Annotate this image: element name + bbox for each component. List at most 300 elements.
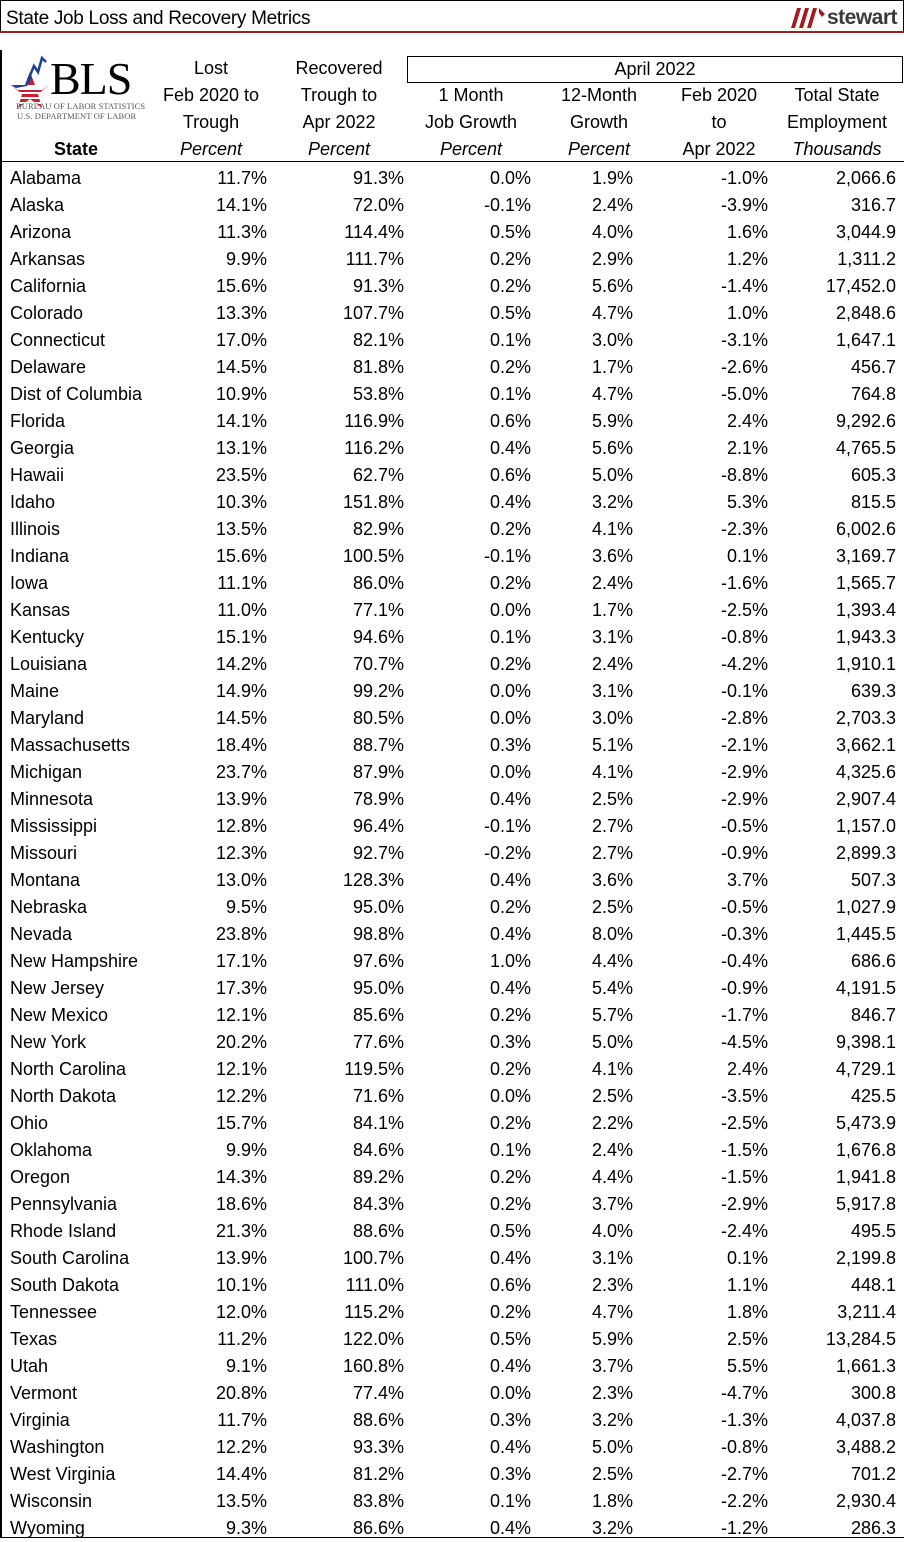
state-name: North Carolina — [10, 1059, 127, 1079]
feb2020-to-apr2022: -2.3% — [720, 519, 768, 539]
table-row — [0, 975, 904, 1002]
state-name: Nebraska — [10, 897, 88, 917]
lost-percent: 18.6% — [215, 1194, 267, 1214]
feb2020-to-apr2022: -2.6% — [720, 357, 768, 377]
total-employment: 639.3 — [850, 681, 896, 701]
twelve-month-growth: 2.4% — [591, 654, 633, 674]
header-unit: Percent — [179, 139, 243, 159]
feb2020-to-apr2022: -2.9% — [720, 789, 768, 809]
one-month-growth: 0.2% — [489, 276, 531, 296]
feb2020-to-apr2022: -0.3% — [720, 924, 768, 944]
recovered-percent: 84.3% — [352, 1194, 404, 1214]
header-lost — [150, 55, 272, 163]
twelve-month-growth: 2.4% — [591, 573, 633, 593]
recovered-percent: 71.6% — [352, 1086, 404, 1106]
state-name: Mississippi — [10, 816, 98, 836]
table-row — [0, 1434, 904, 1461]
recovered-percent: 96.4% — [352, 816, 404, 836]
state-name: North Dakota — [10, 1086, 117, 1106]
one-month-growth: 0.0% — [489, 600, 531, 620]
total-employment: 3,488.2 — [835, 1437, 896, 1457]
recovered-percent: 98.8% — [352, 924, 404, 944]
one-month-growth: 0.3% — [489, 1464, 531, 1484]
lost-percent: 21.3% — [215, 1221, 267, 1241]
state-name: New Jersey — [10, 978, 105, 998]
lost-percent: 13.5% — [215, 519, 267, 539]
recovered-percent: 83.8% — [352, 1491, 404, 1511]
lost-percent: 18.4% — [215, 735, 267, 755]
total-employment: 1,393.4 — [835, 600, 896, 620]
one-month-growth: 0.4% — [489, 1356, 531, 1376]
state-name: Vermont — [10, 1383, 78, 1403]
one-month-growth: 0.3% — [489, 1410, 531, 1430]
recovered-percent: 53.8% — [352, 384, 404, 404]
one-month-growth: 0.1% — [489, 330, 531, 350]
recovered-percent: 91.3% — [352, 168, 404, 188]
recovered-percent: 81.8% — [352, 357, 404, 377]
table-row — [0, 516, 904, 543]
bls-logo — [8, 52, 146, 122]
total-employment: 2,199.8 — [835, 1248, 896, 1268]
state-name: Montana — [10, 870, 81, 890]
state-name: West Virginia — [10, 1464, 116, 1484]
lost-percent: 10.3% — [215, 492, 267, 512]
total-employment: 4,729.1 — [835, 1059, 896, 1079]
recovered-percent: 116.9% — [344, 411, 404, 431]
state-name: Illinois — [10, 519, 61, 539]
one-month-growth: 1.0% — [489, 951, 531, 971]
total-employment: 2,899.3 — [835, 843, 896, 863]
feb2020-to-apr2022: -2.2% — [720, 1491, 768, 1511]
twelve-month-growth: 2.3% — [591, 1275, 633, 1295]
recovered-percent: 84.6% — [352, 1140, 404, 1160]
twelve-month-growth: 1.9% — [591, 168, 633, 188]
twelve-month-growth: 4.0% — [591, 1221, 633, 1241]
table-row — [0, 327, 904, 354]
recovered-percent: 77.1% — [352, 600, 404, 620]
total-employment: 4,325.6 — [835, 762, 896, 782]
total-employment: 1,565.7 — [835, 573, 896, 593]
state-name: Missouri — [10, 843, 78, 863]
one-month-growth: 0.5% — [489, 303, 531, 323]
header-line: Total State — [794, 85, 880, 105]
total-employment: 5,917.8 — [835, 1194, 896, 1214]
table-row — [0, 786, 904, 813]
table-row — [0, 597, 904, 624]
stewart-wordmark: stewart — [826, 6, 897, 29]
one-month-growth: 0.0% — [489, 1086, 531, 1106]
table-row — [0, 354, 904, 381]
feb2020-to-apr2022: -0.5% — [720, 897, 768, 917]
page-title: State Job Loss and Recovery Metrics — [6, 8, 311, 29]
twelve-month-growth: 3.1% — [591, 627, 633, 647]
twelve-month-growth: 4.7% — [591, 303, 633, 323]
total-employment: 300.8 — [850, 1383, 896, 1403]
lost-percent: 23.5% — [215, 465, 267, 485]
total-employment: 1,311.2 — [837, 249, 896, 269]
recovered-percent: 95.0% — [352, 978, 404, 998]
lost-percent: 9.9% — [225, 249, 267, 269]
table-row — [0, 219, 904, 246]
state-name: Hawaii — [10, 465, 65, 485]
table-row — [0, 1326, 904, 1353]
total-employment: 4,037.8 — [835, 1410, 896, 1430]
state-name: Kentucky — [10, 627, 85, 647]
total-employment: 9,292.6 — [835, 411, 896, 431]
table-row — [0, 651, 904, 678]
table-row — [0, 1461, 904, 1488]
recovered-percent: 99.2% — [352, 681, 404, 701]
one-month-growth: 0.2% — [489, 1167, 531, 1187]
one-month-growth: 0.5% — [489, 1329, 531, 1349]
total-employment: 17,452.0 — [825, 276, 896, 296]
table-row — [0, 1272, 904, 1299]
feb2020-to-apr2022: 2.1% — [726, 438, 768, 458]
lost-percent: 11.7% — [217, 168, 267, 188]
header-12-month — [538, 82, 660, 163]
table-row — [0, 246, 904, 273]
state-name: Nevada — [10, 924, 73, 944]
lost-percent: 23.8% — [215, 924, 267, 944]
one-month-growth: 0.2% — [489, 1005, 531, 1025]
table-row — [0, 1515, 904, 1542]
total-employment: 1,445.5 — [835, 924, 896, 944]
twelve-month-growth: 3.2% — [591, 1410, 633, 1430]
total-employment: 815.5 — [850, 492, 896, 512]
state-name: Alabama — [10, 168, 82, 188]
twelve-month-growth: 3.0% — [591, 330, 633, 350]
state-name: New Hampshire — [10, 951, 139, 971]
header-line: Apr 2022 — [302, 112, 376, 132]
title-bar — [0, 0, 904, 32]
state-name: Iowa — [10, 573, 49, 593]
feb2020-to-apr2022: -2.9% — [720, 762, 768, 782]
lost-percent: 12.0% — [215, 1302, 267, 1322]
twelve-month-growth: 2.5% — [591, 897, 633, 917]
recovered-percent: 111.0% — [345, 1275, 404, 1295]
lost-percent: 11.0% — [217, 600, 267, 620]
one-month-growth: 0.2% — [489, 897, 531, 917]
recovered-percent: 72.0% — [352, 195, 404, 215]
header-line: 12-Month — [560, 85, 638, 105]
lost-percent: 14.5% — [215, 708, 267, 728]
twelve-month-growth: 4.7% — [591, 384, 633, 404]
total-employment: 2,907.4 — [835, 789, 896, 809]
feb2020-to-apr2022: -8.8% — [720, 465, 768, 485]
table-row — [0, 894, 904, 921]
lost-percent: 20.8% — [215, 1383, 267, 1403]
state-name: Michigan — [10, 762, 83, 782]
recovered-percent: 77.4% — [352, 1383, 404, 1403]
feb2020-to-apr2022: -0.1% — [720, 681, 768, 701]
one-month-growth: 0.2% — [489, 357, 531, 377]
state-name: South Dakota — [10, 1275, 120, 1295]
lost-percent: 13.5% — [215, 1491, 267, 1511]
feb2020-to-apr2022: -0.9% — [720, 978, 768, 998]
total-employment: 1,676.8 — [835, 1140, 896, 1160]
recovered-percent: 160.8% — [342, 1356, 404, 1376]
one-month-growth: 0.2% — [489, 249, 531, 269]
state-name: Connecticut — [10, 330, 106, 350]
state-name: Ohio — [10, 1113, 49, 1133]
lost-percent: 9.9% — [225, 1140, 267, 1160]
recovered-percent: 77.6% — [352, 1032, 404, 1052]
recovered-percent: 128.3% — [342, 870, 404, 890]
state-name: Virginia — [10, 1410, 70, 1430]
twelve-month-growth: 5.4% — [591, 978, 633, 998]
one-month-growth: 0.4% — [489, 924, 531, 944]
lost-percent: 14.1% — [215, 411, 267, 431]
lost-percent: 10.1% — [215, 1275, 267, 1295]
recovered-percent: 86.0% — [352, 573, 404, 593]
lost-percent: 13.1% — [215, 438, 267, 458]
state-name: Idaho — [10, 492, 56, 512]
total-employment: 13,284.5 — [825, 1329, 896, 1349]
twelve-month-growth: 5.0% — [591, 465, 633, 485]
state-name: New York — [10, 1032, 87, 1052]
lost-percent: 14.9% — [215, 681, 267, 701]
state-name: Delaware — [10, 357, 87, 377]
total-employment: 5,473.9 — [835, 1113, 896, 1133]
feb2020-to-apr2022: -4.5% — [720, 1032, 768, 1052]
header-divider — [0, 161, 904, 162]
state-name: Wisconsin — [10, 1491, 93, 1511]
total-employment: 3,044.9 — [835, 222, 896, 242]
one-month-growth: 0.3% — [489, 1032, 531, 1052]
table-row — [0, 1488, 904, 1515]
one-month-growth: 0.4% — [489, 492, 531, 512]
table-row — [0, 1164, 904, 1191]
lost-percent: 12.8% — [215, 816, 267, 836]
one-month-growth: 0.5% — [489, 1221, 531, 1241]
header-feb2020-to-apr2022 — [658, 82, 780, 163]
twelve-month-growth: 2.2% — [591, 1113, 633, 1133]
table-row — [0, 408, 904, 435]
recovered-percent: 92.7% — [352, 843, 404, 863]
header-line: Feb 2020 — [680, 85, 758, 105]
table-row — [0, 1380, 904, 1407]
table-row — [0, 1299, 904, 1326]
state-name: Texas — [10, 1329, 58, 1349]
table-row — [0, 867, 904, 894]
feb2020-to-apr2022: -0.8% — [720, 627, 768, 647]
lost-percent: 11.3% — [217, 222, 267, 242]
header-line: Job Growth — [424, 112, 518, 132]
table-row — [0, 624, 904, 651]
lost-percent: 14.4% — [215, 1464, 267, 1484]
total-employment: 1,647.1 — [835, 330, 896, 350]
feb2020-to-apr2022: 3.7% — [726, 870, 768, 890]
twelve-month-growth: 2.4% — [591, 195, 633, 215]
lost-percent: 14.5% — [215, 357, 267, 377]
feb2020-to-apr2022: -3.9% — [720, 195, 768, 215]
table-row — [0, 1191, 904, 1218]
header-line: Growth — [569, 112, 629, 132]
recovered-percent: 119.5% — [344, 1059, 404, 1079]
one-month-growth: -0.1% — [483, 816, 531, 836]
title-divider — [0, 31, 904, 33]
feb2020-to-apr2022: -1.3% — [720, 1410, 768, 1430]
total-employment: 1,910.1 — [835, 654, 896, 674]
header-unit: Thousands — [792, 139, 882, 159]
feb2020-to-apr2022: -1.0% — [720, 168, 768, 188]
twelve-month-growth: 1.7% — [591, 600, 633, 620]
twelve-month-growth: 5.9% — [591, 1329, 633, 1349]
feb2020-to-apr2022: -3.5% — [720, 1086, 768, 1106]
header-unit: Percent — [439, 139, 503, 159]
twelve-month-growth: 3.2% — [591, 1518, 633, 1538]
header-state: State — [53, 139, 98, 159]
state-name: Alaska — [10, 195, 65, 215]
total-employment: 701.2 — [850, 1464, 896, 1484]
state-name: Indiana — [10, 546, 70, 566]
twelve-month-growth: 5.6% — [591, 438, 633, 458]
feb2020-to-apr2022: 2.5% — [726, 1329, 768, 1349]
table-row — [0, 840, 904, 867]
table-row — [0, 192, 904, 219]
one-month-growth: 0.6% — [489, 1275, 531, 1295]
one-month-growth: 0.4% — [489, 1518, 531, 1538]
total-employment: 1,661.3 — [835, 1356, 896, 1376]
lost-percent: 23.7% — [215, 762, 267, 782]
total-employment: 2,066.6 — [835, 168, 896, 188]
recovered-percent: 116.2% — [344, 438, 404, 458]
state-name: Minnesota — [10, 789, 94, 809]
lost-percent: 15.6% — [215, 546, 267, 566]
total-employment: 456.7 — [850, 357, 896, 377]
lost-percent: 15.6% — [215, 276, 267, 296]
twelve-month-growth: 3.1% — [591, 1248, 633, 1268]
feb2020-to-apr2022: 1.8% — [726, 1302, 768, 1322]
one-month-growth: 0.0% — [489, 1383, 531, 1403]
state-name: South Carolina — [10, 1248, 130, 1268]
feb2020-to-apr2022: -4.7% — [720, 1383, 768, 1403]
state-name: Kansas — [10, 600, 71, 620]
one-month-growth: 0.4% — [489, 1437, 531, 1457]
lost-percent: 15.7% — [215, 1113, 267, 1133]
one-month-growth: 0.6% — [489, 411, 531, 431]
one-month-growth: -0.1% — [483, 195, 531, 215]
feb2020-to-apr2022: -2.1% — [720, 735, 768, 755]
lost-percent: 9.5% — [225, 897, 267, 917]
state-name: Florida — [10, 411, 66, 431]
table-row — [0, 678, 904, 705]
twelve-month-growth: 5.9% — [591, 411, 633, 431]
recovered-percent: 85.6% — [352, 1005, 404, 1025]
header-line: Recovered — [295, 58, 383, 78]
lost-percent: 11.7% — [217, 1410, 267, 1430]
lost-percent: 11.2% — [217, 1329, 267, 1349]
one-month-growth: 0.5% — [489, 222, 531, 242]
one-month-growth: 0.0% — [489, 681, 531, 701]
one-month-growth: 0.4% — [489, 978, 531, 998]
twelve-month-growth: 3.1% — [591, 681, 633, 701]
feb2020-to-apr2022: -1.7% — [720, 1005, 768, 1025]
recovered-percent: 62.7% — [352, 465, 404, 485]
lost-percent: 9.1% — [225, 1356, 267, 1376]
twelve-month-growth: 4.0% — [591, 222, 633, 242]
twelve-month-growth: 5.7% — [591, 1005, 633, 1025]
table-row — [0, 921, 904, 948]
total-employment: 4,191.5 — [835, 978, 896, 998]
total-employment: 3,662.1 — [835, 735, 896, 755]
recovered-percent: 151.8% — [342, 492, 404, 512]
state-name: California — [10, 276, 87, 296]
state-name: Georgia — [10, 438, 75, 458]
total-employment: 507.3 — [850, 870, 896, 890]
recovered-percent: 91.3% — [352, 276, 404, 296]
one-month-growth: 0.2% — [489, 1302, 531, 1322]
table-row — [0, 1218, 904, 1245]
twelve-month-growth: 2.7% — [591, 843, 633, 863]
recovered-percent: 78.9% — [352, 789, 404, 809]
header-line: Employment — [786, 112, 888, 132]
recovered-percent: 89.2% — [352, 1167, 404, 1187]
feb2020-to-apr2022: -0.5% — [720, 816, 768, 836]
twelve-month-growth: 5.0% — [591, 1437, 633, 1457]
lost-percent: 17.0% — [215, 330, 267, 350]
twelve-month-growth: 2.5% — [591, 1464, 633, 1484]
total-employment: 448.1 — [850, 1275, 896, 1295]
table-row — [0, 1245, 904, 1272]
one-month-growth: 0.2% — [489, 519, 531, 539]
twelve-month-growth: 4.1% — [591, 1059, 633, 1079]
total-employment: 2,930.4 — [835, 1491, 896, 1511]
recovered-percent: 80.5% — [352, 708, 404, 728]
total-employment: 6,002.6 — [835, 519, 896, 539]
total-employment: 3,169.7 — [835, 546, 896, 566]
one-month-growth: 0.2% — [489, 1194, 531, 1214]
twelve-month-growth: 4.4% — [591, 951, 633, 971]
twelve-month-growth: 3.6% — [591, 546, 633, 566]
state-name: Oklahoma — [10, 1140, 93, 1160]
one-month-growth: 0.1% — [489, 627, 531, 647]
one-month-growth: 0.6% — [489, 465, 531, 485]
total-employment: 286.3 — [850, 1518, 896, 1538]
one-month-growth: 0.4% — [489, 438, 531, 458]
one-month-growth: 0.4% — [489, 789, 531, 809]
state-name: Arkansas — [10, 249, 86, 269]
feb2020-to-apr2022: 0.1% — [726, 546, 768, 566]
lost-percent: 12.1% — [215, 1005, 267, 1025]
header-unit: Percent — [567, 139, 631, 159]
recovered-percent: 107.7% — [342, 303, 404, 323]
lost-percent: 14.3% — [215, 1167, 267, 1187]
one-month-growth: 0.2% — [489, 1113, 531, 1133]
state-name: Massachusetts — [10, 735, 131, 755]
recovered-percent: 100.7% — [342, 1248, 404, 1268]
total-employment: 2,848.6 — [835, 303, 896, 323]
one-month-growth: 0.0% — [489, 168, 531, 188]
state-name: Utah — [10, 1356, 49, 1376]
table-body — [0, 165, 904, 1542]
recovered-percent: 94.6% — [352, 627, 404, 647]
total-employment: 846.7 — [850, 1005, 896, 1025]
header-line: Apr 2022 — [682, 139, 756, 159]
twelve-month-growth: 2.4% — [591, 1140, 633, 1160]
state-name: Tennessee — [10, 1302, 98, 1322]
twelve-month-growth: 4.1% — [591, 519, 633, 539]
recovered-percent: 114.4% — [344, 222, 404, 242]
lost-percent: 10.9% — [215, 384, 267, 404]
total-employment: 495.5 — [850, 1221, 896, 1241]
table-row — [0, 543, 904, 570]
twelve-month-growth: 2.5% — [591, 789, 633, 809]
one-month-growth: 0.0% — [489, 708, 531, 728]
feb2020-to-apr2022: 1.0% — [726, 303, 768, 323]
table-row — [0, 1029, 904, 1056]
table-row — [0, 570, 904, 597]
